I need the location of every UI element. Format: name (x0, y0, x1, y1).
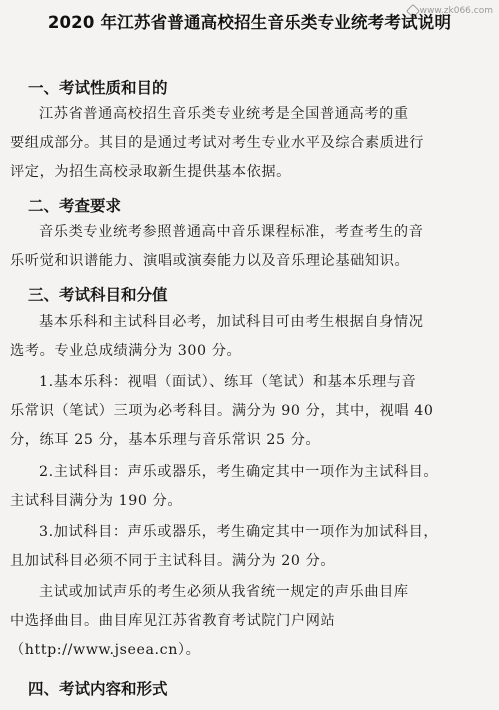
text-line: 基本乐科和主试科目必考，加试科目可由考生根据自身情况 (39, 314, 424, 330)
text-line: 分，练耳 25 分，基本乐理与音乐常识 25 分。 (10, 432, 321, 448)
section-heading-1: 一、考试性质和目的 (28, 79, 168, 97)
section-2-paragraph (10, 218, 490, 276)
text-line: 音乐类专业统考参照普通高中音乐课程标准，考查考生的音 (39, 224, 424, 240)
document-title: 2020 年江苏省普通高校招生音乐类专业统考考试说明 (47, 13, 452, 32)
section-3-paragraph-3 (10, 458, 490, 516)
section-heading-2: 二、考查要求 (28, 197, 122, 215)
text-line: （http://www.jseea.cn）。 (10, 642, 201, 658)
text-line: 江苏省普通高校招生音乐类专业统考是全国普通高考的重 (39, 106, 409, 122)
watermark-text: www.zk066.com (419, 6, 493, 16)
section-3-paragraph-2 (10, 368, 490, 455)
text-line: 要组成部分。其目的是通过考试对考生专业水平及综合素质进行 (10, 135, 425, 151)
text-line: 乐常识（笔试）三项为必考科目。满分为 90 分，其中，视唱 40 (10, 403, 434, 419)
section-heading-3: 三、考试科目和分值 (28, 286, 168, 304)
text-line: 中选择曲目。曲目库见江苏省教育考试院门户网站 (10, 613, 336, 629)
text-line: 1.基本乐科：视唱（面试）、练耳（笔试）和基本乐理与音 (39, 374, 417, 390)
text-line: 评定，为招生高校录取新生提供基本依据。 (10, 164, 291, 180)
section-3-paragraph-5 (10, 578, 490, 665)
text-line: 乐听觉和识谱能力、演唱或演奏能力以及音乐理论基础知识。 (10, 253, 410, 269)
text-line: 选考。专业总成绩满分为 300 分。 (10, 343, 242, 359)
text-line: 2.主试科目：声乐或器乐，考生确定其中一项作为主试科目。 (39, 464, 439, 480)
section-3-paragraph-1 (10, 308, 490, 366)
text-line: 且加试科目必须不同于主试科目。满分为 20 分。 (10, 553, 336, 569)
section-heading-4: 四、考试内容和形式 (28, 680, 168, 698)
text-line: 主试科目满分为 190 分。 (10, 493, 183, 509)
text-line: 3.加试科目：声乐或器乐，考生确定其中一项作为加试科目， (39, 524, 439, 540)
text-line: 主试或加试声乐的考生必须从我省统一规定的声乐曲目库 (39, 584, 409, 600)
section-1-paragraph (10, 100, 490, 187)
section-3-paragraph-4 (10, 518, 490, 576)
